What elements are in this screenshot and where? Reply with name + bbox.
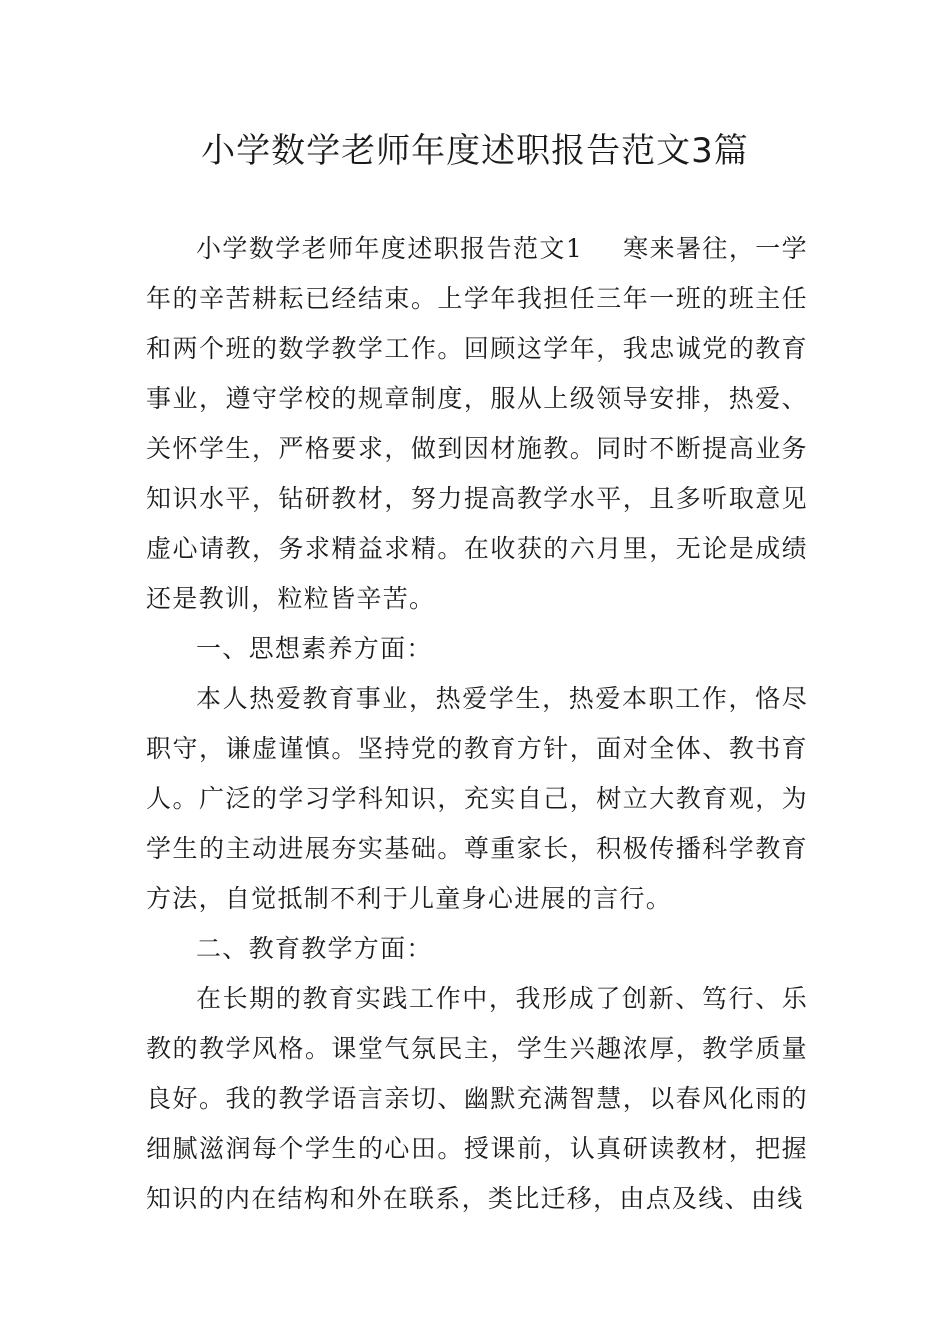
intro-text: 寒来暑往，一学年的辛苦耕耘已经结束。上学年我担任三年一班的班主任和两个班的数学教学工作。回顾这学年，我忠诚党的教育事业，遵守学校的规章制度，服从上级领导安排，热爱、关怀学生，严格要求，做到因材施教。同时不断提高业务知识水平，钻研教材，努力提高教学水平，且多听取意见虚心请教，务求精益求精。在收获的六月里，无论是成绩还是教训，粒粒皆辛苦。 bbox=[146, 234, 808, 613]
document-title: 小学数学老师年度述职报告范文3篇 bbox=[201, 131, 749, 171]
section-heading-teaching: 二、教育教学方面： bbox=[196, 934, 433, 963]
intro-heading: 小学数学老师年度述职报告范文1 bbox=[196, 234, 584, 263]
section-paragraph-teaching: 在长期的教育实践工作中，我形成了创新、笃行、乐教的教学风格。课堂气氛民主，学生兴趣浓厚，教学质量良好。我的教学语言亲切、幽默充满智慧，以春风化雨的细腻滋润每个学生的心田。授课前，认真研读教材，把握知识的内在结构和外在联系，类比迁移，由点及线、由线 bbox=[146, 984, 808, 1213]
intro-paragraph bbox=[146, 224, 808, 624]
section-heading-ideology: 一、思想素养方面： bbox=[196, 634, 433, 663]
document-body bbox=[146, 224, 808, 1224]
section-paragraph-ideology: 本人热爱教育事业，热爱学生，热爱本职工作，恪尽职守，谦虚谨慎。坚持党的教育方针，面对全体、教书育人。广泛的学习学科知识，充实自己，树立大教育观，为学生的主动进展夯实基础。尊重家长，积极传播科学教育方法，自觉抵制不利于儿童身心进展的言行。 bbox=[146, 684, 808, 913]
